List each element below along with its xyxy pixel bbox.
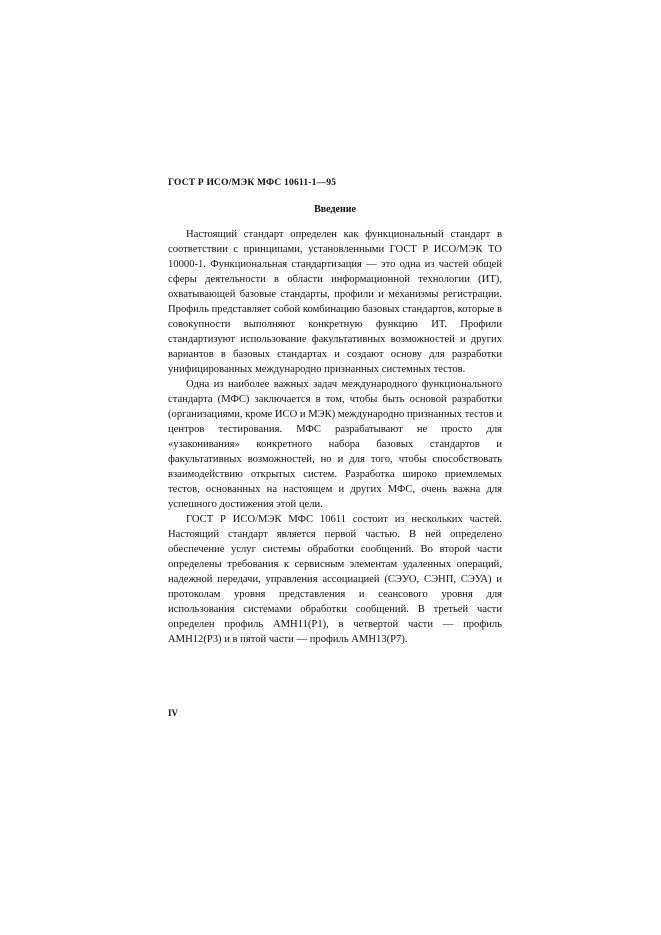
paragraph-1: Настоящий стандарт определен как функциональный стандарт в соответствии с принципами, установленными ГОСТ Р ИСО/МЭК ТО 10000-1. Функциональная стандартизация — это одна из частей общей сферы деятельности в области информационной технологии (ИТ), охватывающей базовые стандарты, профили и механизмы регистрации. Профиль представляет собой комбинацию базовых стандартов, которые в совокупности выполняют конкретную функцию ИТ. Профили стандартизуют использование факультативных возможностей и других вариантов в базовых стандартах и создают основу для разработки унифицированных международно признанных системных тестов. (168, 229, 502, 375)
body-text (168, 227, 502, 647)
paragraph-3: ГОСТ Р ИСО/МЭК МФС 10611 состоит из нескольких частей. Настоящий стандарт является первой частью. В ней определено обеспечение услуг системы обработки сообщений. Во второй части определены требования к сервисным элементам удаленных операций, надежной передачи, управления ассоциацией (СЭУО, СЭНП, СЭУА) и протоколам уровня представления и сеансового уровня для использования системами обработки сообщений. В третьей части определен профиль АМН11(Р1), в четвертой части — профиль АМН12(Р3) и в пятой части — профиль АМН13(Р7). (168, 514, 502, 645)
page-number: IV (168, 708, 179, 718)
section-title: Введение (314, 204, 356, 215)
document-header-code: ГОСТ Р ИСО/МЭК МФС 10611-1—95 (168, 178, 337, 188)
paragraph-2: Одна из наиболее важных задач международного функционального стандарта (МФС) заключается в том, чтобы быть основой разработки (организациями, кроме ИСО и МЭК) международно признанных тестов и центров тестирования. МФС разрабатывают не просто для «узаконивания» конкретного набора базовых стандартов и факультативных возможностей, но и для того, чтобы способствовать взаимодействию открытых систем. Разработка широко приемлемых тестов, основанных на настоящем и других МФС, очень важна для успешного достижения этой цели. (168, 379, 502, 510)
